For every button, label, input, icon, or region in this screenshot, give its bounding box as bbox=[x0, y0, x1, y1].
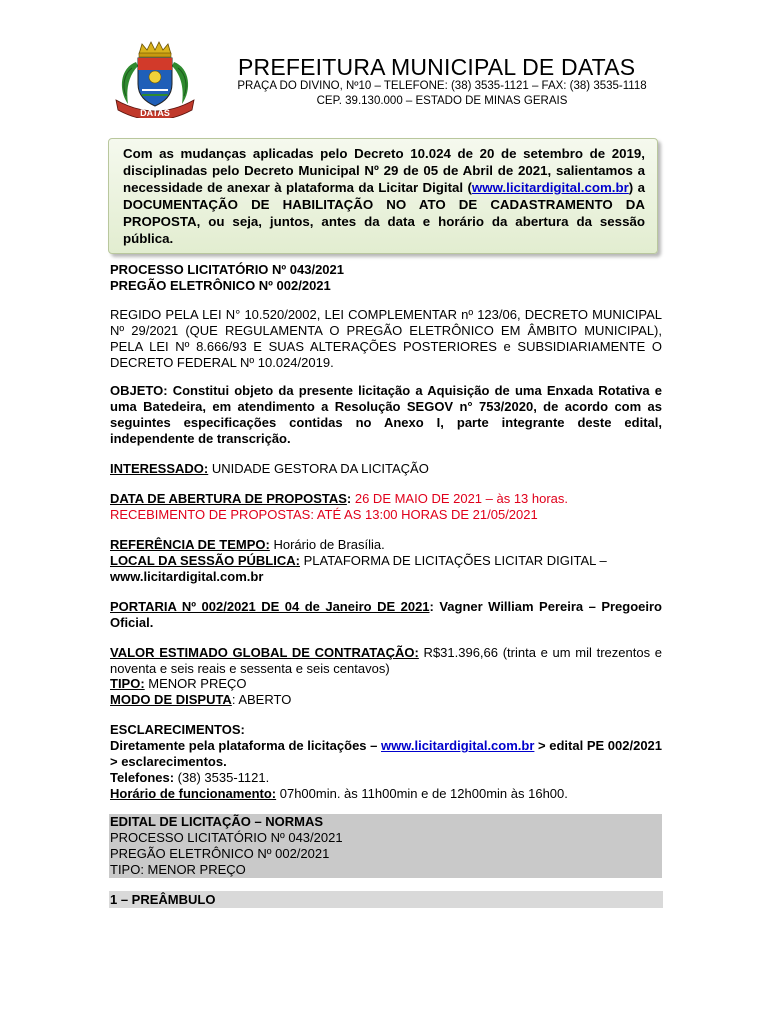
esclarecimentos-text: Diretamente pela plataforma de licitações – bbox=[110, 738, 382, 753]
horario-label: Horário de funcionamento: bbox=[110, 786, 277, 801]
valor-label: VALOR ESTIMADO GLOBAL DE CONTRATAÇÃO: bbox=[110, 645, 419, 660]
edital-normas-box bbox=[109, 814, 662, 878]
esclarecimentos-path: > edital PE 002/2021 > esclarecimentos. bbox=[110, 738, 663, 769]
pregao-number: PREGÃO ELETRÔNICO Nº 002/2021 bbox=[110, 278, 331, 293]
modo-value: : ABERTO bbox=[231, 692, 292, 707]
interessado-value: UNIDADE GESTORA DA LICITAÇÃO bbox=[208, 461, 429, 476]
edital-pregao: PREGÃO ELETRÔNICO Nº 002/2021 bbox=[110, 846, 330, 861]
portaria-paragraph bbox=[110, 599, 662, 631]
abertura-block bbox=[110, 491, 662, 523]
section-preambulo-heading: 1 – PREÂMBULO bbox=[109, 891, 663, 908]
address-line-2: CEP. 39.130.000 – ESTADO DE MINAS GERAIS bbox=[316, 95, 568, 107]
edital-process: PROCESSO LICITATÓRIO Nº 043/2021 bbox=[110, 830, 343, 845]
portaria-label: PORTARIA Nº 002/2021 DE 04 de Janeiro DE 2021 bbox=[110, 599, 430, 614]
referencia-value: Horário de Brasília. bbox=[269, 537, 385, 552]
interessado-label: INTERESSADO: bbox=[110, 461, 209, 476]
address-line-1: PRAÇA DO DIVINO, Nº10 – TELEFONE: (38) 3535-1121 – FAX: (38) 3535-1118 bbox=[237, 80, 647, 92]
abertura-label: DATA DE ABERTURA DE PROPOSTAS bbox=[110, 491, 347, 506]
abertura-colon: : bbox=[346, 491, 352, 506]
telefones-value: (38) 3535-1121. bbox=[174, 770, 270, 785]
modo-label: MODO DE DISPUTA bbox=[110, 692, 232, 707]
esclarecimentos-link[interactable]: www.licitardigital.com.br bbox=[381, 738, 535, 753]
edital-title: EDITAL DE LICITAÇÃO – NORMAS bbox=[110, 814, 324, 829]
notice-text-after-link: ) a DOCUMENTAÇÃO DE HABILITAÇÃO NO ATO DE CADASTRAMENTO DA PROPOSTA, ou seja, juntos, antes da data e horário da abertura da sessão pública. bbox=[123, 180, 645, 246]
notice-text-before-link: Com as mudanças aplicadas pelo Decreto 10.024 de 20 de setembro de 2019, disciplinadas pelo Decreto Municipal Nº 29 de 05 de Abril de 2021, salientamos a necessidade de anexar à plataforma da Licitar Digital ( bbox=[123, 146, 645, 195]
process-number: PROCESSO LICITATÓRIO Nº 043/2021 bbox=[110, 262, 344, 277]
municipality-title: PREFEITURA MUNICIPAL DE DATAS bbox=[238, 54, 636, 80]
crest-banner-text: DATAS bbox=[140, 108, 170, 118]
notice-licitar-link[interactable]: www.licitardigital.com.br bbox=[471, 180, 629, 195]
valor-value: R$31.396,66 (trinta e um mil trezentos e noventa e seis reais e sessenta e seis centavos) bbox=[110, 645, 662, 676]
coat-of-arms-icon bbox=[112, 40, 198, 118]
interessado-line bbox=[110, 461, 662, 477]
habilitation-notice bbox=[108, 138, 658, 254]
tipo-label: TIPO: bbox=[110, 676, 145, 691]
esclarecimentos-block bbox=[110, 722, 662, 802]
esclarecimentos-title: ESCLARECIMENTOS: bbox=[110, 722, 245, 737]
valor-paragraph bbox=[110, 645, 662, 677]
process-heading bbox=[110, 262, 662, 294]
horario-value: 07h00min. às 11h00min e de 12h00min às 16h00. bbox=[276, 786, 568, 801]
edital-tipo: TIPO: MENOR PREÇO bbox=[110, 862, 246, 877]
local-label: LOCAL DA SESSÃO PÚBLICA: bbox=[110, 553, 300, 568]
local-value: PLATAFORMA DE LICITAÇÕES LICITAR DIGITAL – bbox=[299, 553, 607, 568]
abertura-value: 26 DE MAIO DE 2021 – às 13 horas. bbox=[351, 491, 569, 506]
telefones-label: Telefones: bbox=[110, 770, 175, 785]
sessao-block bbox=[110, 537, 662, 585]
referencia-label: REFERÊNCIA DE TEMPO: bbox=[110, 537, 270, 552]
tipo-value: MENOR PREÇO bbox=[144, 676, 247, 691]
tipo-modo-block bbox=[110, 676, 662, 708]
objeto-paragraph: OBJETO: Constitui objeto da presente licitação a Aquisição de uma Enxada Rotativa e uma Batedeira, em atendimento a Resolução SEGOV n° 753/2020, de acordo com as seguintes especificações contidas no Anexo I, parte integrante deste edital, independente de transcrição. bbox=[110, 383, 662, 446]
local-site: www.licitardigital.com.br bbox=[110, 569, 264, 584]
recebimento-line: RECEBIMENTO DE PROPOSTAS: ATÉ AS 13:00 HORAS DE 21/05/2021 bbox=[110, 507, 538, 522]
portaria-value: : Vagner William Pereira – Pregoeiro Oficial. bbox=[110, 599, 662, 630]
regido-paragraph: REGIDO PELA LEI N° 10.520/2002, LEI COMPLEMENTAR nº 123/06, DECRETO MUNICIPAL Nº 29/2021 (QUE REGULAMENTA O PREGÃO ELETRÔNICO EM ÂMBITO MUNICIPAL), PELA LEI Nº 8.666/93 E SUAS ALTERAÇÕES POSTERIORES e SUBSIDIARIAMENTE O DECRETO FEDERAL Nº 10.024/2019. bbox=[110, 307, 662, 370]
